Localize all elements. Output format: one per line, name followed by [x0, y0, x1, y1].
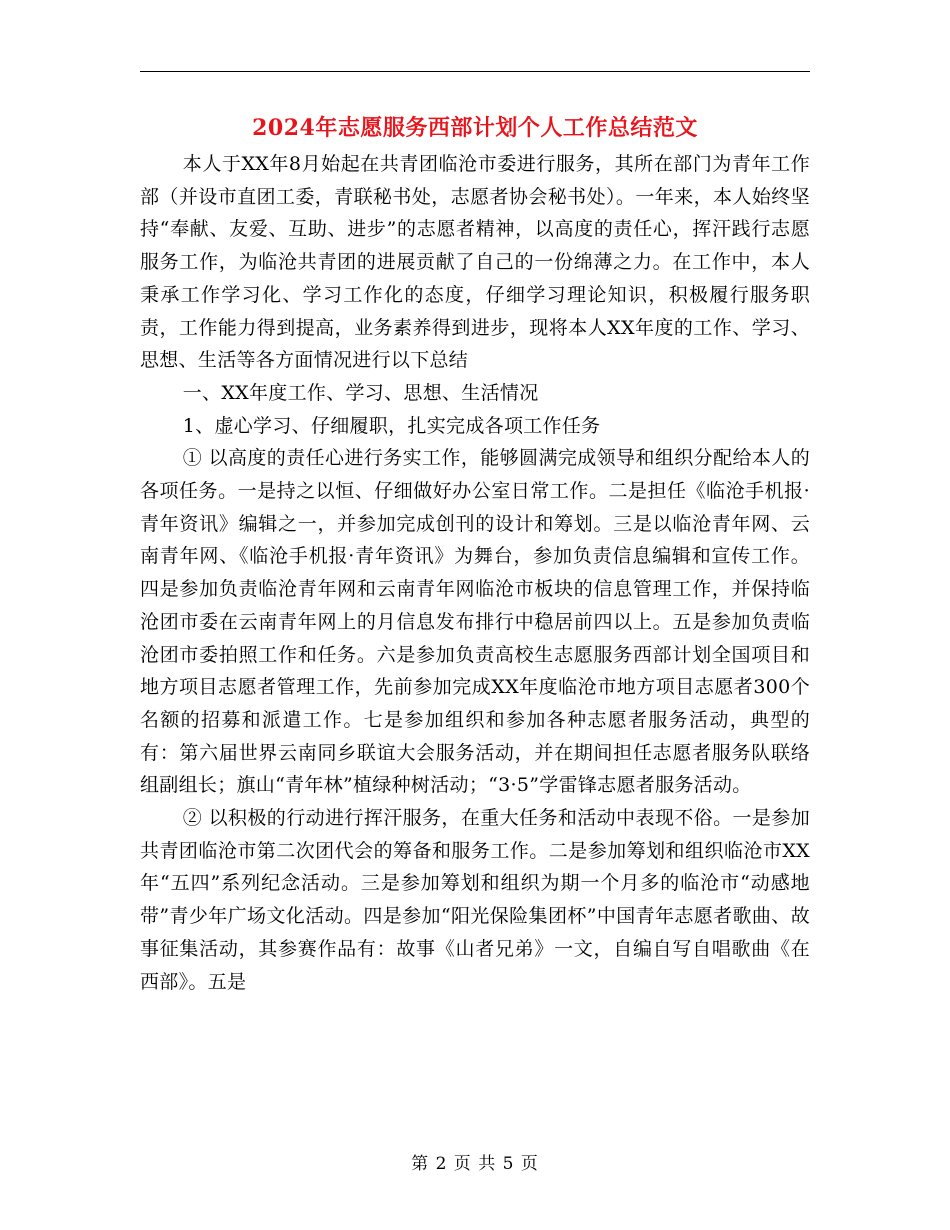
footer-label-total: 共 [478, 1154, 497, 1174]
paragraph-item-1: ① 以高度的责任心进行务实工作，能够圆满完成领导和组织分配给本人的各项任务。一是持之以恒、仔细做好办公室日常工作。二是担任《临沧手机报·青年资讯》编辑之一，并参加完成创刊的设计和筹划。三是以临沧青年网、云南青年网、《临沧手机报·青年资讯》为舞台，参加负责信息编辑和宣传工作。四是参加负责临沧青年网和云南青年网临沧市板块的信息管理工作，并保持临沧团市委在云南青年网上的月信息发布排行中稳居前四以上。五是参加负责临沧团市委拍照工作和任务。六是参加负责高校生志愿服务西部计划全国项目和地方项目志愿者管理工作，先前参加完成XX年度临沧市地方项目志愿者300个名额的招募和派遣工作。七是参加组织和参加各种志愿者服务活动，典型的有：第六届世界云南同乡联谊大会服务活动，并在期间担任志愿者服务队联络组副组长；旗山“青年林”植绿种树活动；“3·5”学雷锋志愿者服务活动。 [140, 447, 810, 797]
footer-label-page: 第 [411, 1154, 430, 1174]
footer-current-page: 2 [435, 1154, 448, 1174]
paragraph-intro: 本人于XX年8月始起在共青团临沧市委进行服务，其所在部门为青年工作部（并设市直团工委，青联秘书处，志愿者协会秘书处）。一年来，本人始终坚持“奉献、友爱、互助、进步”的志愿者精神，以高度的责任心，挥汗践行志愿服务工作，为临沧共青团的进展贡献了自己的一份绵薄之力。在工作中，本人秉承工作学习化、学习工作化的态度，仔细学习理论知识，积极履行服务职责，工作能力得到提高，业务素养得到进步，现将本人XX年度的工作、学习、思想、生活等各方面情况进行以下总结 [140, 153, 810, 372]
footer-total-pages: 5 [502, 1154, 515, 1174]
footer-label-unit2: 页 [520, 1154, 539, 1174]
subsection-heading: 1、虚心学习、仔细履职，扎实完成各项工作任务 [182, 414, 601, 437]
document-title: 2024年志愿服务西部计划个人工作总结范文 [252, 115, 698, 141]
footer-label-unit: 页 [453, 1154, 472, 1174]
page-footer [0, 1152, 950, 1176]
section-heading: 一、XX年度工作、学习、思想、生活情况 [182, 381, 539, 404]
header-rule [140, 71, 810, 72]
paragraph-item-2: ② 以积极的行动进行挥汗服务，在重大任务和活动中表现不俗。一是参加共青团临沧市第二次团代会的筹备和服务工作。二是参加筹划和组织临沧市XX年“五四”系列纪念活动。三是参加筹划和组织为期一个月多的临沧市“动感地带”青少年广场文化活动。四是参加“阳光保险集团杯”中国青年志愿者歌曲、故事征集活动，其参赛作品有：故事《山者兄弟》一文，自编自写自唱歌曲《在西部》。五是 [140, 807, 810, 993]
document-body [140, 148, 810, 998]
